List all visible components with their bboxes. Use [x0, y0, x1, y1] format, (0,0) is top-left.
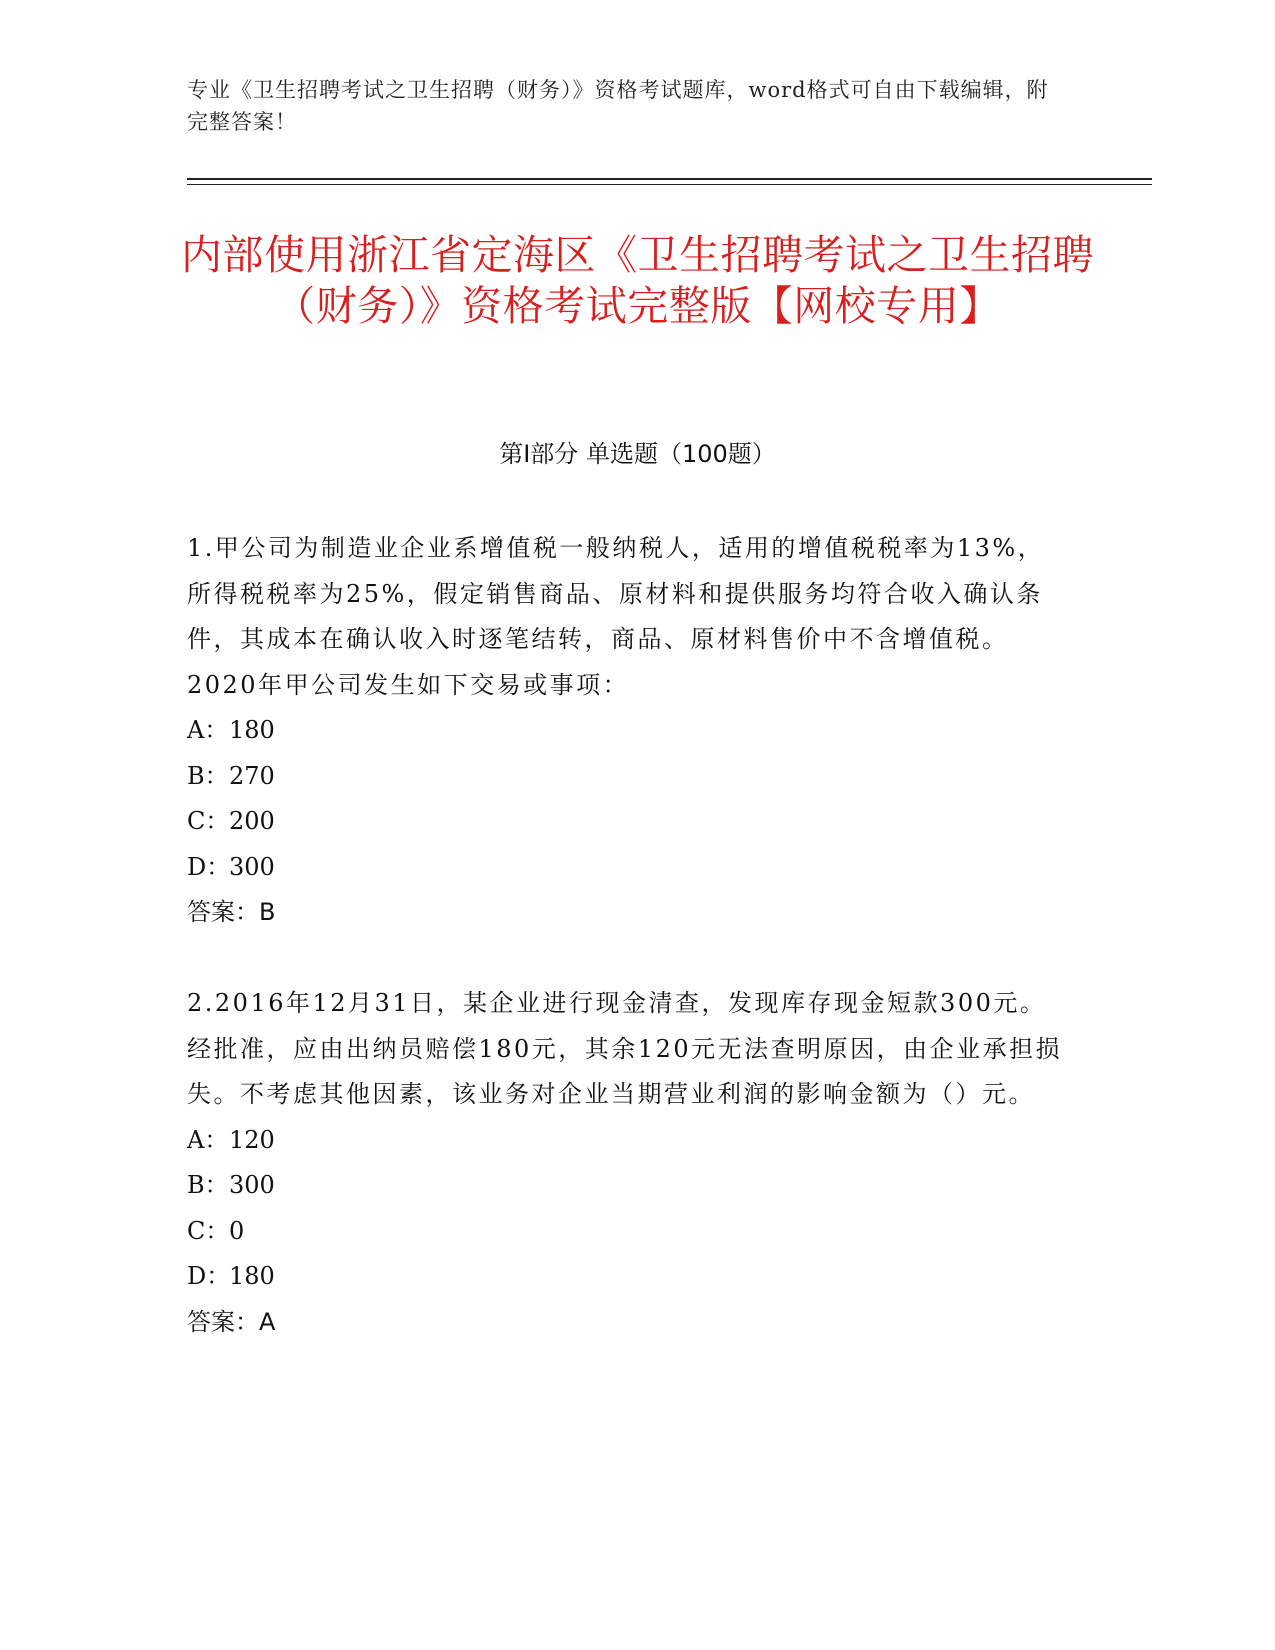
header-note: 专业《卫生招聘考试之卫生招聘（财务）》资格考试题库，word格式可自由下载编辑，附完整答案！	[187, 78, 1049, 134]
option-b	[187, 754, 1067, 800]
option-c	[187, 799, 1067, 845]
option-text: 300	[229, 1171, 275, 1199]
option-letter: B：	[187, 1171, 229, 1199]
option-text: 200	[229, 807, 275, 835]
question-1	[187, 526, 1067, 936]
option-text: 120	[229, 1125, 275, 1154]
option-text: 300	[229, 852, 275, 881]
option-letter: C：	[187, 807, 230, 835]
option-letter: A：	[187, 716, 229, 744]
option-letter: D：	[187, 852, 231, 881]
option-d	[187, 1254, 1067, 1300]
option-letter: C：	[187, 1216, 230, 1245]
header-rule-thin	[187, 184, 1152, 185]
option-a	[187, 708, 1067, 754]
option-c	[187, 1209, 1067, 1255]
option-text: 180	[229, 1262, 275, 1290]
option-letter: D：	[187, 1262, 231, 1290]
document-title: 内部使用浙江省定海区《卫生招聘考试之卫生招聘（财务）》资格考试完整版【网校专用】	[181, 231, 1094, 330]
option-text: 0	[229, 1216, 245, 1245]
option-letter: B：	[187, 761, 229, 790]
answer-line: 答案：A	[187, 1307, 276, 1336]
section-heading: 第I部分 单选题（100题）	[499, 440, 776, 468]
option-b	[187, 1163, 1067, 1209]
question-stem: 2.2016年12月31日，某企业进行现金清查，发现库存现金短款300元。经批准，应由出纳员赔偿180元，其余120元无法查明原因，由企业承担损失。不考虑其他因素，该业务对企业当期营业利润的影响金额为（）元。	[187, 989, 1063, 1108]
question-2	[187, 981, 1067, 1345]
option-d	[187, 845, 1067, 891]
option-text: 270	[229, 761, 275, 790]
option-text: 180	[229, 716, 275, 744]
option-letter: A：	[187, 1125, 229, 1154]
question-stem: 1.甲公司为制造业企业系增值税一般纳税人，适用的增值税税率为13%，所得税税率为25%，假定销售商品、原材料和提供服务均符合收入确认条件，其成本在确认收入时逐笔结转，商品、原材料售价中不含增值税。2020年甲公司发生如下交易或事项：	[187, 534, 1045, 699]
option-a	[187, 1118, 1067, 1164]
header-rule-thick	[187, 178, 1152, 180]
answer-line: 答案：B	[187, 898, 276, 926]
